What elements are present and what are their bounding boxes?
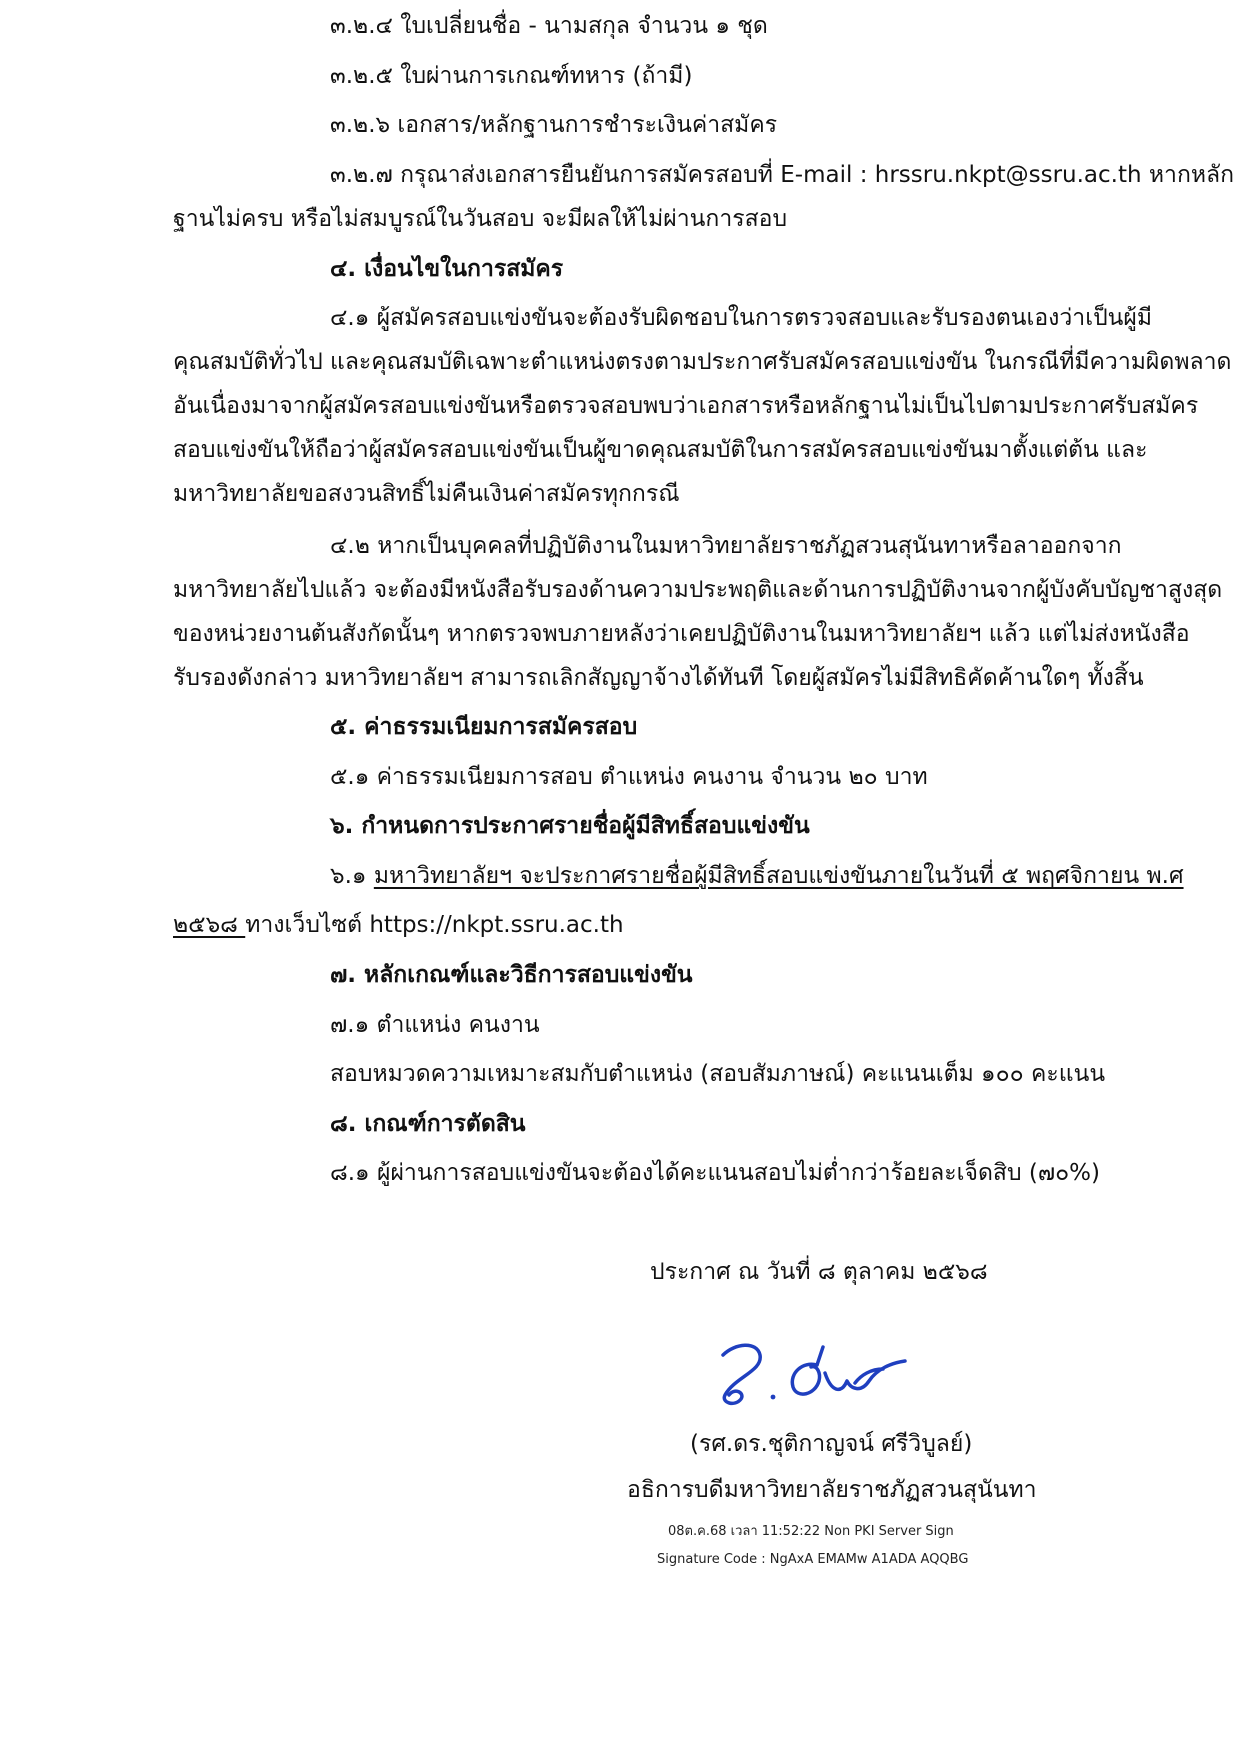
p42-line3: ของหน่วยงานต้นสังกัดนั้นๆ หากตรวจพบภายหลังว่าเคยปฏิบัติงานในมหาวิทยาลัยฯ แล้ว แต่ไม่ส่งหนังสือ xyxy=(173,621,1190,647)
p71-detail: สอบหมวดความเหมาะสมกับตำแหน่ง (สอบสัมภาษณ์) คะแนนเต็ม ๑๐๐ คะแนน xyxy=(330,1061,1106,1087)
section-7-heading: ๗. หลักเกณฑ์และวิธีการสอบแข่งขัน xyxy=(330,962,693,988)
p61-number: ๖.๑ xyxy=(330,863,374,889)
section-5-heading: ๕. ค่าธรรมเนียมการสมัครสอบ xyxy=(330,714,638,740)
section-6-heading: ๖. กำหนดการประกาศรายชื่อผู้มีสิทธิ์สอบแข่งขัน xyxy=(330,813,810,839)
item-3-2-4: ๓.๒.๔ ใบเปลี่ยนชื่อ - นามสกุล จำนวน ๑ ชุด xyxy=(330,13,768,39)
p41-line4: สอบแข่งขันให้ถือว่าผู้สมัครสอบแข่งขันเป็นผู้ขาดคุณสมบัติในการสมัครสอบแข่งขันมาตั้งแต่ต้น และ xyxy=(173,437,1148,463)
p61-year-underlined: ๒๕๖๘ xyxy=(173,912,246,938)
signer-title: อธิการบดีมหาวิทยาลัยราชภัฏสวนสุนันทา xyxy=(627,1477,1037,1503)
p41-line5: มหาวิทยาลัยขอสงวนสิทธิ์ไม่คืนเงินค่าสมัครทุกกรณี xyxy=(173,481,680,507)
item-3-2-6: ๓.๒.๖ เอกสาร/หลักฐานการชำระเงินค่าสมัคร xyxy=(330,112,778,138)
p41-line3: อันเนื่องมาจากผู้สมัครสอบแข่งขันหรือตรวจสอบพบว่าเอกสารหรือหลักฐานไม่เป็นไปตามประกาศรับสมัคร xyxy=(173,393,1199,419)
section-4-heading: ๔. เงื่อนไขในการสมัคร xyxy=(330,256,564,282)
p61-line1 xyxy=(330,860,1184,892)
p61-underlined-text: มหาวิทยาลัยฯ จะประกาศรายชื่อผู้มีสิทธิ์สอบแข่งขันภายในวันที่ ๕ พฤศจิกายน พ.ศ xyxy=(373,863,1184,889)
section-8-heading: ๘. เกณฑ์การตัดสิน xyxy=(330,1111,526,1137)
signature-image xyxy=(705,1325,925,1415)
item-3-2-5: ๓.๒.๕ ใบผ่านการเกณฑ์ทหาร (ถ้ามี) xyxy=(330,63,693,89)
p41-line2: คุณสมบัติทั่วไป และคุณสมบัติเฉพาะตำแหน่งตรงตามประกาศรับสมัครสอบแข่งขัน ในกรณีที่มีความผิดพลาด xyxy=(173,349,1232,375)
p81: ๘.๑ ผู้ผ่านการสอบแข่งขันจะต้องได้คะแนนสอบไม่ต่ำกว่าร้อยละเจ็ดสิบ (๗๐%) xyxy=(330,1160,1100,1186)
signature-code: Signature Code : NgAxA EMAMw A1ADA AQQBG xyxy=(657,1552,969,1567)
p42-line2: มหาวิทยาลัยไปแล้ว จะต้องมีหนังสือรับรองด้านความประพฤติและด้านการปฏิบัติงานจากผู้บังคับบัญชาสูงสุด xyxy=(173,577,1223,603)
item-3-2-7-line1: ๓.๒.๗ กรุณาส่งเอกสารยืนยันการสมัครสอบที่ E-mail : hrssru.nkpt@ssru.ac.th หากหลัก xyxy=(330,162,1235,188)
p42-line1: ๔.๒ หากเป็นบุคคลที่ปฏิบัติงานในมหาวิทยาลัยราชภัฏสวนสุนันทาหรือลาออกจาก xyxy=(330,533,1122,559)
p51: ๕.๑ ค่าธรรมเนียมการสอบ ตำแหน่ง คนงาน จำนวน ๒๐ บาท xyxy=(330,764,928,790)
p42-line4: รับรองดังกล่าว มหาวิทยาลัยฯ สามารถเลิกสัญญาจ้างได้ทันที โดยผู้สมัครไม่มีสิทธิคัดค้านใดๆ ทั้งสิ้น xyxy=(173,665,1144,691)
p61-line2 xyxy=(173,909,624,941)
p61-website: ทางเว็บไซต์ https://nkpt.ssru.ac.th xyxy=(245,912,624,938)
item-3-2-7-line2: ฐานไม่ครบ หรือไม่สมบูรณ์ในวันสอบ จะมีผลให้ไม่ผ่านการสอบ xyxy=(173,206,788,232)
signer-name: (รศ.ดร.ชุติกาญจน์ ศรีวิบูลย์) xyxy=(690,1431,973,1457)
announce-date: ประกาศ ณ วันที่ ๘ ตุลาคม ๒๕๖๘ xyxy=(650,1259,988,1285)
digital-sign-timestamp: 08ต.ค.68 เวลา 11:52:22 Non PKI Server Sign xyxy=(668,1524,954,1539)
p41-line1: ๔.๑ ผู้สมัครสอบแข่งขันจะต้องรับผิดชอบในการตรวจสอบและรับรองตนเองว่าเป็นผู้มี xyxy=(330,305,1153,331)
p71: ๗.๑ ตำแหน่ง คนงาน xyxy=(330,1012,540,1038)
